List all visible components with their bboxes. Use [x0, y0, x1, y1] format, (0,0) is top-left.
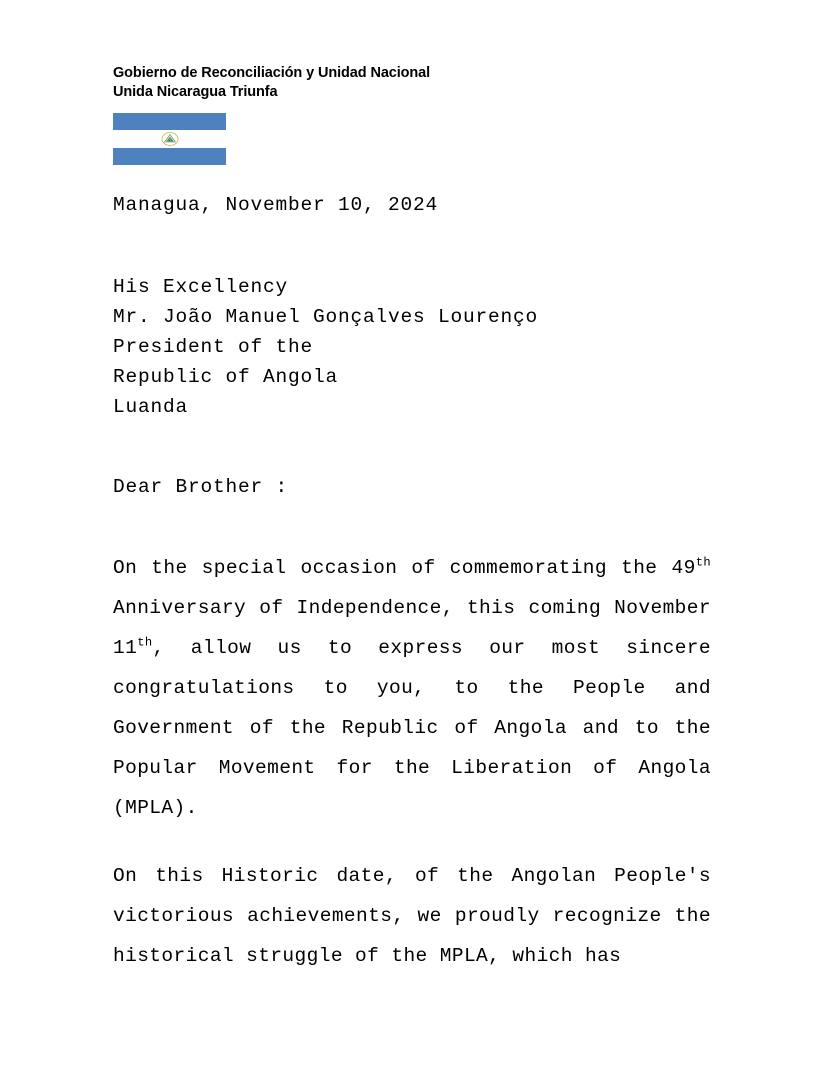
flag-band-bottom	[113, 148, 226, 165]
paragraph-1-segment-1: On the special occasion of commemorating the 49	[113, 557, 696, 579]
addressee-line: His Excellency	[113, 276, 289, 298]
flag-band-top	[113, 113, 226, 130]
letterhead-line-1: Gobierno de Reconciliación y Unidad Nacional	[113, 65, 431, 81]
nicaragua-coat-of-arms-icon	[161, 131, 178, 146]
flag-band-middle	[113, 130, 226, 147]
letterhead	[113, 64, 733, 102]
addressee-line: Luanda	[113, 396, 189, 418]
letterhead-line-2: Unida Nicaragua Triunfa	[113, 84, 278, 100]
paragraph-1-segment-2: Anniversary of Independence, this coming November 11	[113, 597, 711, 659]
ordinal-suffix-11th: th	[137, 635, 153, 650]
addressee-line: Republic of Angola	[113, 366, 339, 388]
body-paragraph-1	[113, 548, 711, 828]
salutation: Dear Brother :	[113, 476, 289, 498]
body-paragraph-2: On this Historic date, of the Angolan People's victorious achievements, we proudly recognize the historical struggle of the MPLA, which has	[113, 865, 711, 967]
paragraph-1-segment-3: , allow us to express our most sincere congratulations to you, to the People and Government of the Republic of Angola and to the Popular Movement for the Liberation of Angola (MPLA).	[113, 637, 711, 819]
addressee-line: Mr. João Manuel Gonçalves Lourenço	[113, 306, 539, 328]
nicaragua-flag-icon	[113, 113, 226, 165]
addressee-line: President of the	[113, 336, 314, 358]
date-line: Managua, November 10, 2024	[113, 194, 439, 216]
addressee-block	[113, 272, 711, 422]
ordinal-suffix-49th: th	[695, 555, 711, 570]
letter-body	[113, 190, 711, 996]
